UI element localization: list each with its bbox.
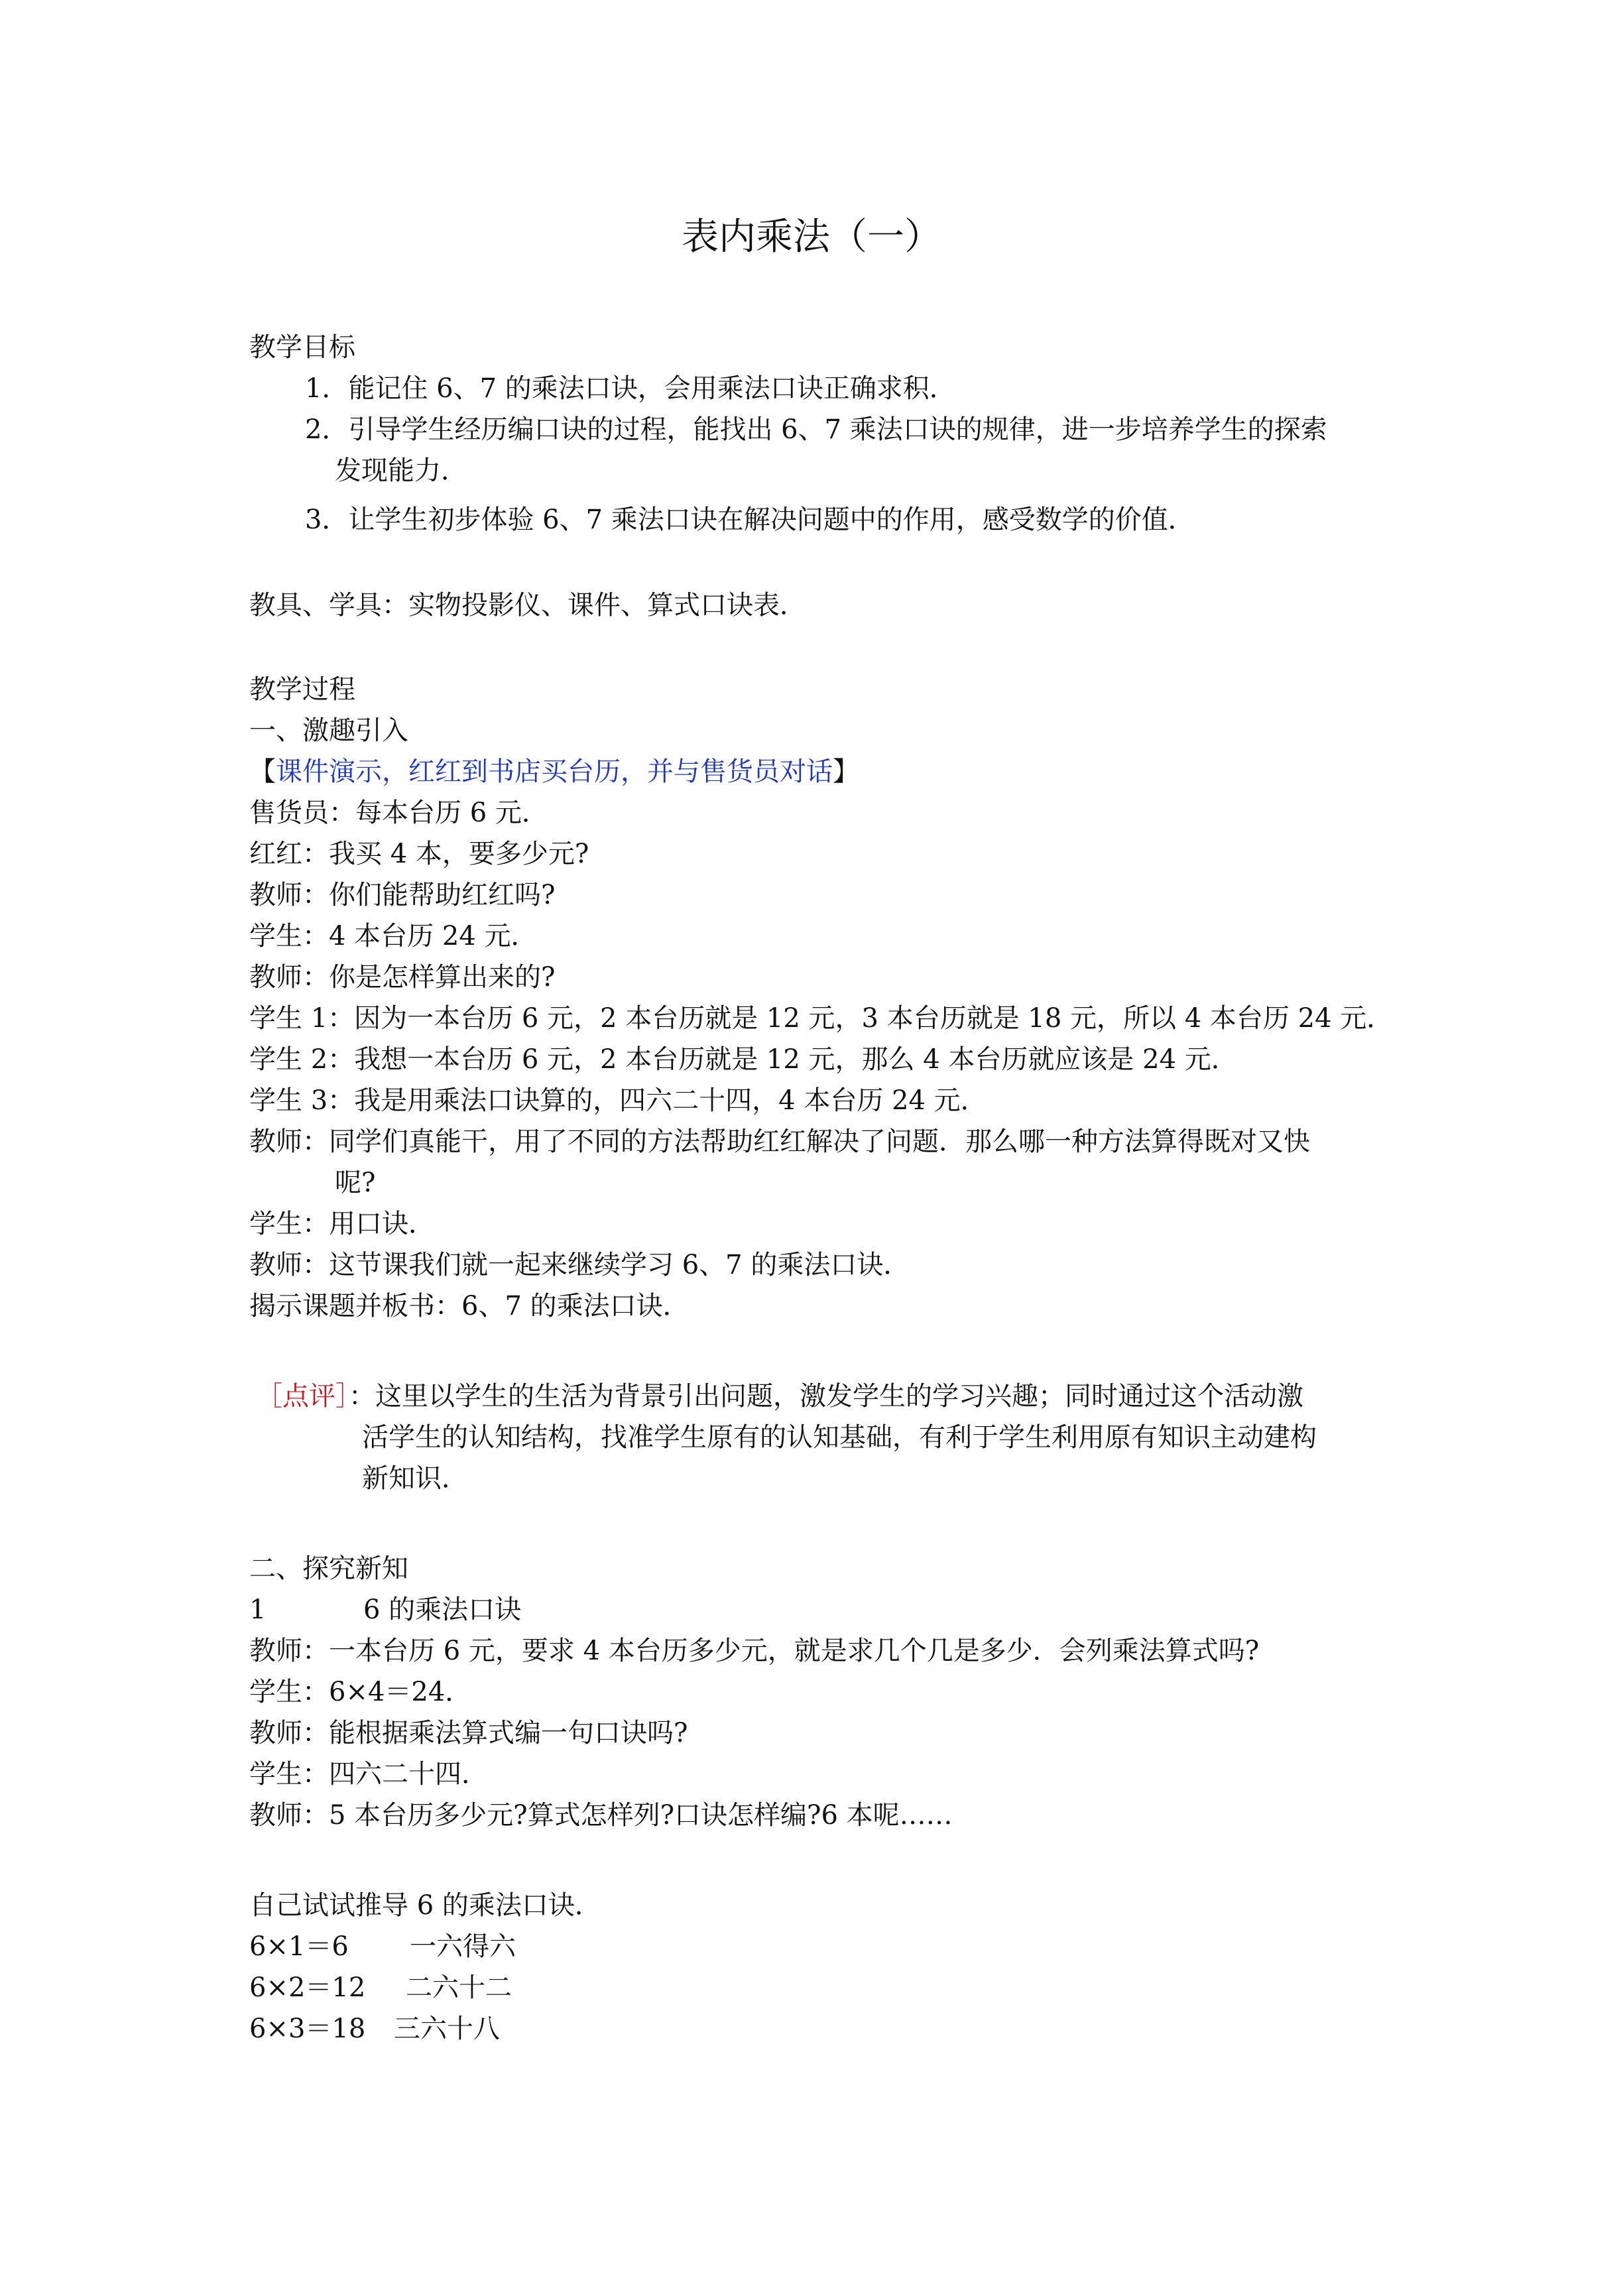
dialog-line: 揭示课题并板书：6、7 的乘法口诀．	[249, 1291, 690, 1321]
rhyme: 三六十八	[394, 2014, 500, 2044]
dialog-line: 红红：我买 4 本，要多少元?	[249, 839, 589, 869]
objectives-heading: 教学目标	[249, 332, 355, 363]
equation: 6×2＝12	[249, 1972, 366, 2003]
objective-item-1: 1．能记住 6、7 的乘法口诀，会用乘法口诀正确求积．	[305, 373, 956, 404]
comment-line-2: 活学生的认知结构，找准学生原有的认知基础，有利于学生利用原有知识主动建构	[362, 1422, 1317, 1453]
dialog-line: 售货员：每本台历 6 元．	[249, 798, 548, 828]
section-2-heading: 二、探究新知	[249, 1553, 408, 1584]
dialog-line: 学生：用口诀．	[249, 1209, 435, 1239]
objective-item-3: 3．让学生初步体验 6、7 乘法口诀在解决问题中的作用，感受数学的价值．	[305, 505, 1195, 535]
courseware-text: 课件演示，红红到书店买台历，并与售货员对话	[276, 756, 833, 787]
subsection-number: 1	[249, 1595, 267, 1625]
dialog-line: 教师：这节课我们就一起来继续学习 6、7 的乘法口诀．	[249, 1250, 910, 1280]
process-heading: 教学过程	[249, 674, 355, 705]
equation: 6×3＝18	[249, 2014, 366, 2044]
derive-instruction: 自己试试推导 6 的乘法口诀．	[249, 1890, 601, 1921]
subsection-title: 6 的乘法口诀	[363, 1595, 522, 1625]
rhyme: 一六得六	[410, 1931, 516, 1962]
subsection-heading	[249, 1591, 522, 1628]
dialog-line: 教师：能根据乘法算式编一句口诀吗?	[249, 1718, 688, 1748]
objective-item-2-cont: 发现能力．	[335, 455, 467, 486]
rhyme: 二六十二	[406, 1972, 512, 2003]
page-title: 表内乘法（一）	[682, 215, 941, 259]
comment-text: 这里以学生的生活为背景引出问题，激发学生的学习兴趣；同时通过这个活动激	[375, 1381, 1303, 1412]
table-row	[249, 1928, 516, 1965]
comment-colon: ：	[349, 1381, 375, 1412]
dialog-line: 教师：你们能帮助红红吗?	[249, 880, 556, 910]
dialog-line: 学生 1：因为一本台历 6 元，2 本台历就是 12 元，3 本台历就是 18 元，所以 4 本台历 24 元．	[249, 1003, 1394, 1034]
bracket-close: 】	[833, 756, 859, 787]
dialog-line: 教师：同学们真能干，用了不同的方法帮助红红解决了问题．那么哪一种方法算得既对又快	[249, 1126, 1310, 1157]
courseware-note	[249, 753, 859, 790]
section-1-heading: 一、激趣引入	[249, 715, 408, 746]
dialog-line: 学生：四六二十四．	[249, 1759, 488, 1789]
dialog-line: 教师：5 本台历多少元?算式怎样列?口诀怎样编?6 本呢……	[249, 1800, 953, 1831]
table-row	[249, 2010, 500, 2047]
dialog-line: 学生 2：我想一本台历 6 元，2 本台历就是 12 元，那么 4 本台历就应该是 24 元．	[249, 1044, 1238, 1075]
comment-line-1	[256, 1378, 1303, 1415]
dialog-line: 学生 3：我是用乘法口诀算的，四六二十四，4 本台历 24 元．	[249, 1085, 987, 1116]
objective-item-2: 2．引导学生经历编口诀的过程，能找出 6、7 乘法口诀的规律，进一步培养学生的探索	[305, 414, 1327, 445]
dialog-line: 教师：你是怎样算出来的?	[249, 962, 556, 993]
table-row	[249, 1969, 512, 2006]
bracket-open: 【	[249, 756, 276, 787]
comment-line-3: 新知识．	[362, 1463, 468, 1494]
dialog-line: 教师：一本台历 6 元，要求 4 本台历多少元，就是求几个几是多少．会列乘法算式吗?	[249, 1636, 1260, 1666]
dialog-line: 学生：4 本台历 24 元．	[249, 921, 538, 951]
dialog-line-cont: 呢?	[335, 1168, 376, 1198]
tools-line: 教具、学具：实物投影仪、课件、算式口诀表．	[249, 590, 806, 621]
dialog-line: 学生：6×4＝24．	[249, 1677, 472, 1707]
comment-label: ［点评］	[256, 1381, 349, 1412]
equation: 6×1＝6	[249, 1931, 349, 1962]
